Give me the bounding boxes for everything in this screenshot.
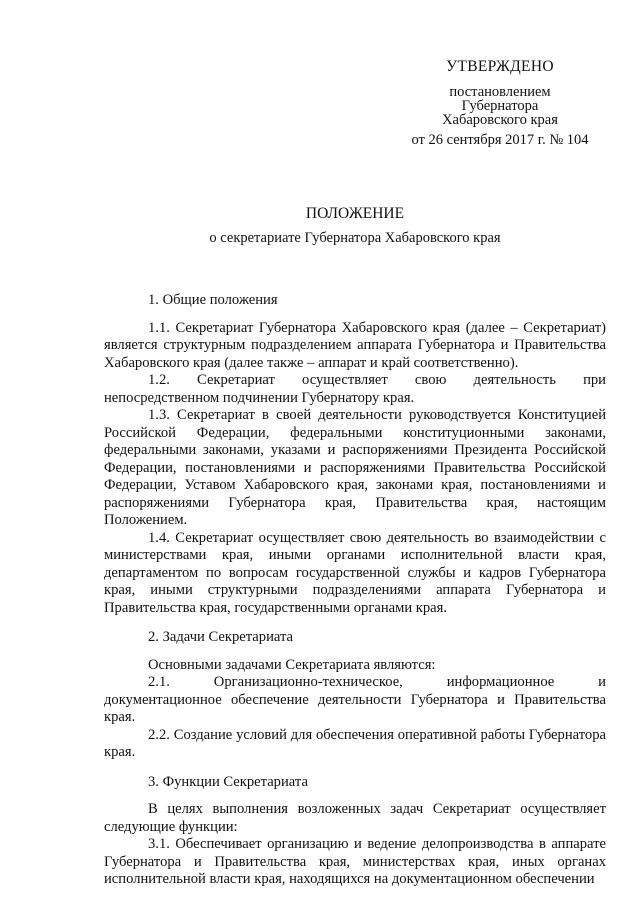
document-subtitle: о секретариате Губернатора Хабаровского края xyxy=(209,230,501,246)
paragraph: Основными задачами Секретариата являются: xyxy=(148,656,436,673)
approval-block xyxy=(395,60,605,147)
paragraph: В целях выполнения возложенных задач Секретариат осуществляет следующие функции: xyxy=(104,801,606,835)
section-heading: 2. Задачи Секретариата xyxy=(148,629,294,645)
section-heading: 1. Общие положения xyxy=(148,292,278,308)
approval-heading: УТВЕРЖДЕНО xyxy=(446,58,554,75)
document-body xyxy=(104,292,606,889)
paragraph: 1.3. Секретариат в своей деятельности руководствуется Конституцией Российской Федерации, федеральными конституционными законами, федеральными законами, указами и распоряжениями Президента Российской Федерации, постановлениями и распоряжениями Правительства Российской Федерации, Уставом Хабаровского края, законами края, постановлениями и распоряжениями Губернатора края, Правительства края, настоящим Положением. xyxy=(104,407,606,528)
approval-line: постановлением xyxy=(449,84,551,100)
paragraph: 2.2. Создание условий для обеспечения оперативной работы Губернатора края. xyxy=(104,726,606,760)
paragraph: 2.1. Организационно-техническое, информационное и документационное обеспечение деятельности Губернатора и Правительства края. xyxy=(104,674,606,725)
paragraph: 1.1. Секретариат Губернатора Хабаровского края (далее – Секретариат) является структурным подразделением аппарата Губернатора и Правительства Хабаровского края (далее также – аппарат и край соответственно). xyxy=(104,319,606,371)
approval-line: Губернатора xyxy=(461,98,539,114)
approval-date: от 26 сентября 2017 г. № 104 xyxy=(411,132,589,148)
section-heading: 3. Функции Секретариата xyxy=(148,773,308,790)
document-title: ПОЛОЖЕНИЕ xyxy=(305,205,405,222)
paragraph: 3.1. Обеспечивает организацию и ведение делопроизводства в аппарате Губернатора и Правительства края, министерствах края, иных органах исполнительной власти края, находящихся на документационном обеспечении xyxy=(104,836,606,887)
paragraph: 1.4. Секретариат осуществляет свою деятельность во взаимодействии с министерствами края, иными органами исполнительной власти края, департаментом по вопросам государственной службы и кадров Губернатора края, иными структурными подразделениями аппарата Губернатора и Правительства края, государственными органами края. xyxy=(104,529,606,616)
approval-line: Хабаровского края xyxy=(442,112,558,128)
paragraph: 1.2. Секретариат осуществляет свою деятельность при непосредственном подчинении Губернатору края. xyxy=(104,372,606,406)
